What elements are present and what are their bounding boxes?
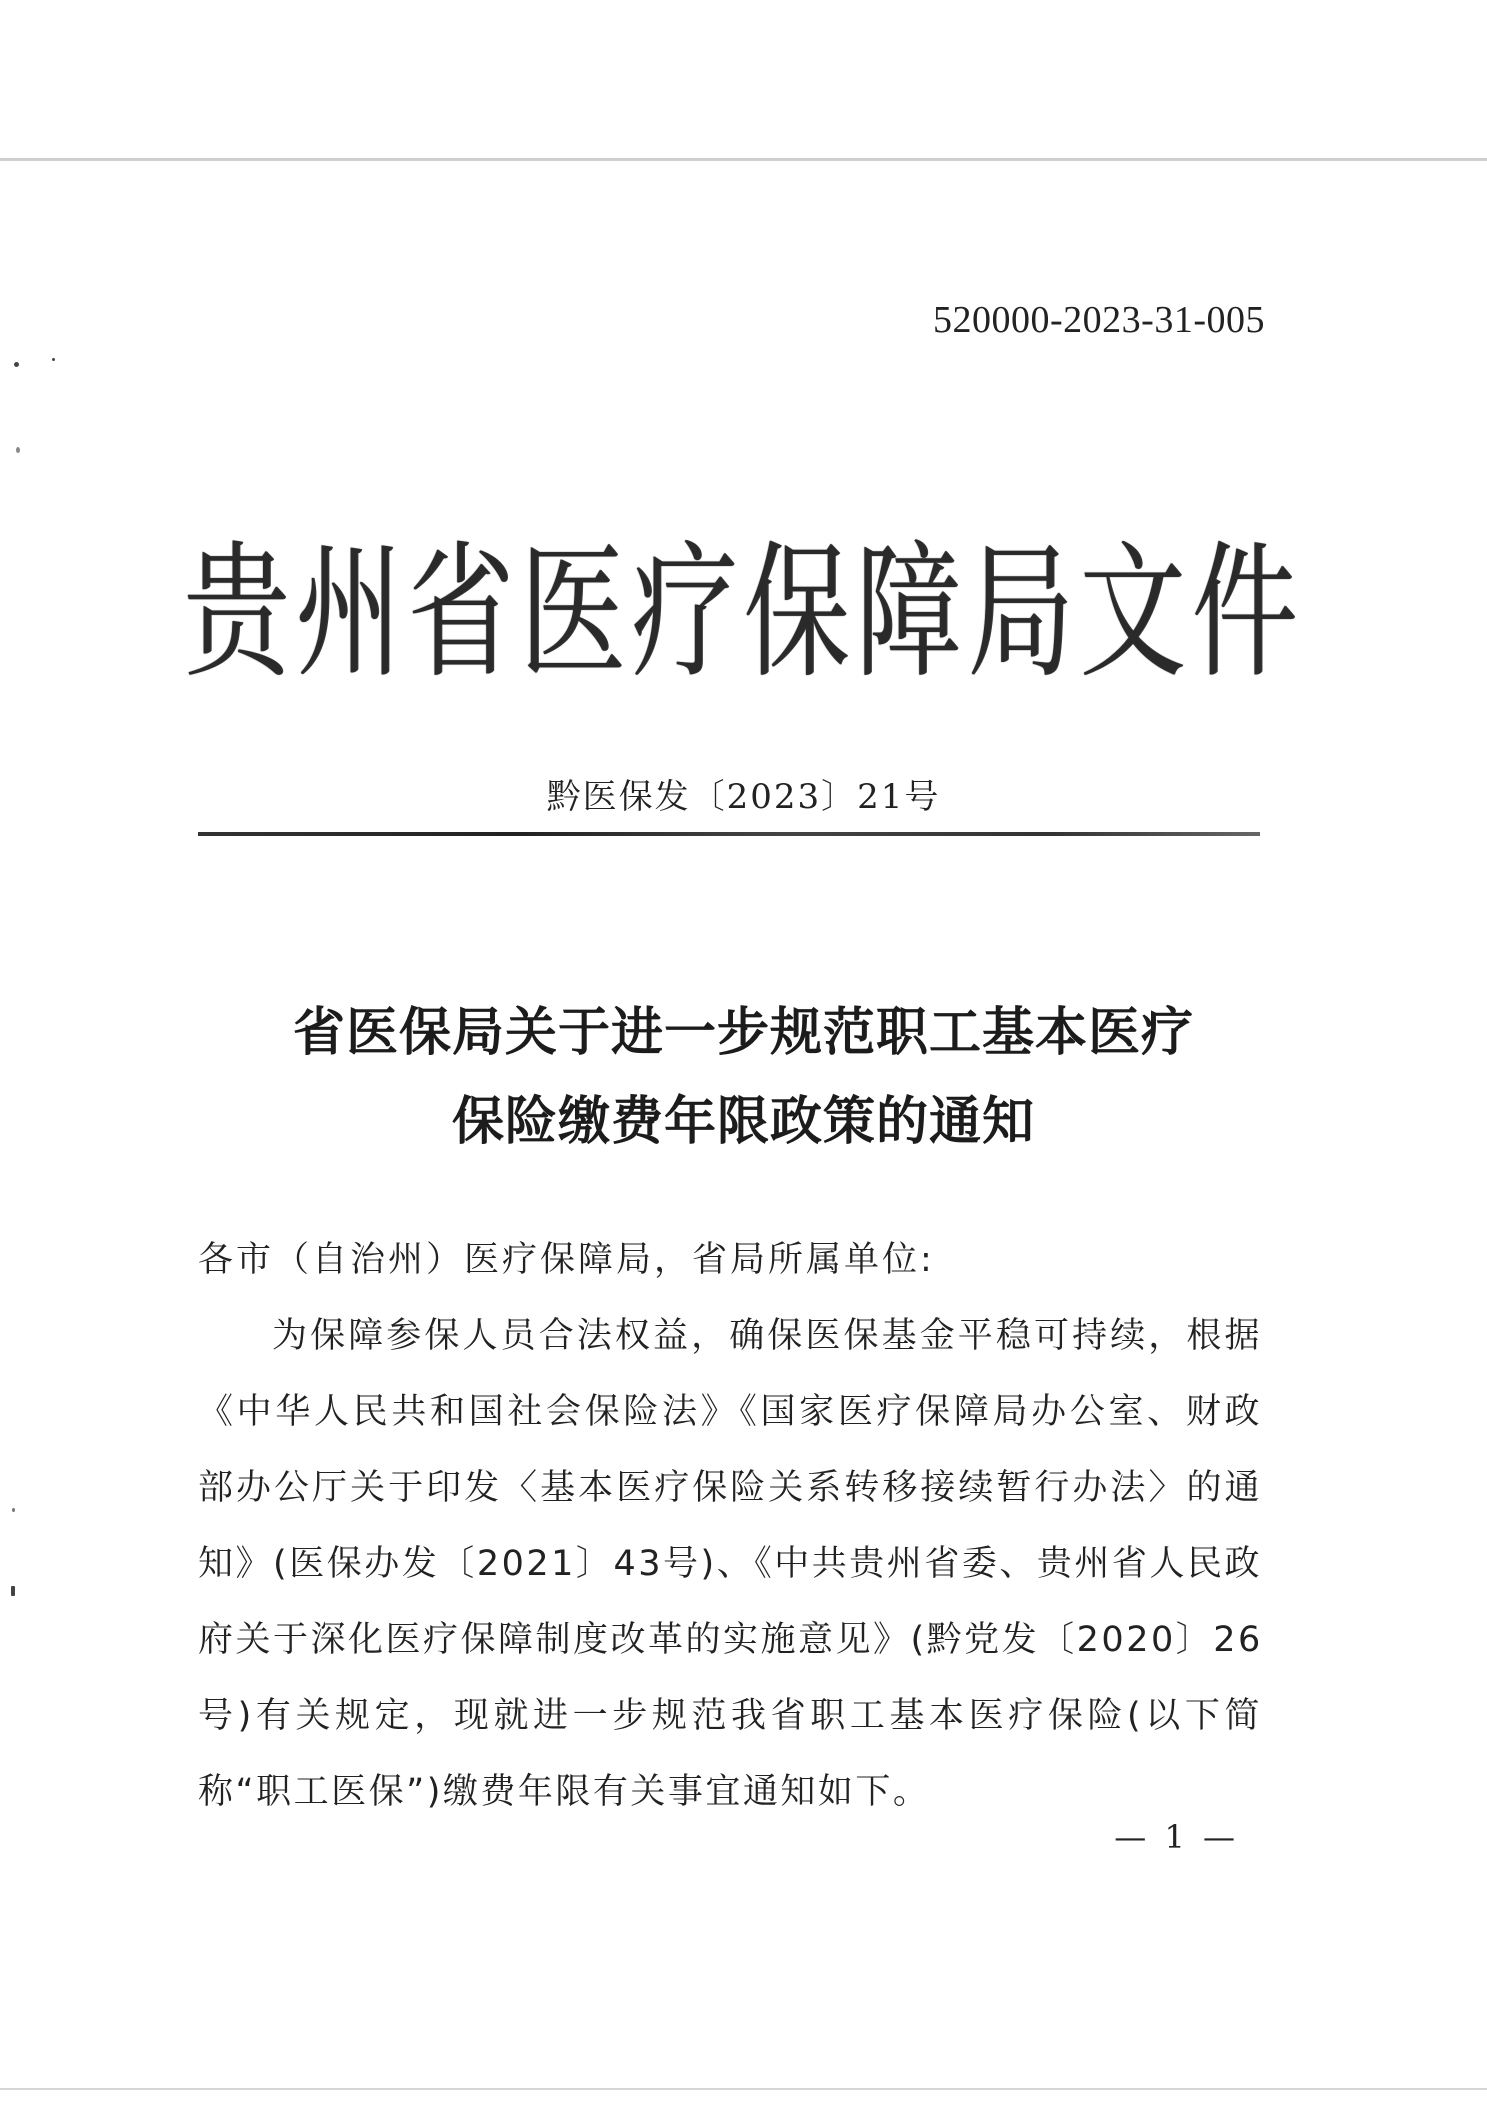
body-line: 《中华人民共和国社会保险法》《国家医疗保障局办公室、财政 [198,1392,1262,1432]
body-line: 称“职工医保”)缴费年限有关事宜通知如下。 [198,1772,931,1812]
body-line: 为保障参保人员合法权益，确保医保基金平稳可持续，根据 [272,1316,1262,1356]
document-number: 黔医保发〔2023〕21号 [546,777,941,817]
body-line: 号)有关规定，现就进一步规范我省职工基本医疗保险(以下简 [198,1696,1262,1736]
body-line: 部办公厅关于印发〈基本医疗保险关系转移接续暂行办法〉的通 [198,1468,1262,1508]
page-number: — 1 — [1114,1818,1239,1856]
body-line: 知》(医保办发〔2021〕43号)、《中共贵州省委、贵州省人民政 [198,1544,1262,1584]
scan-speck [12,1508,15,1512]
scan-edge-bottom [0,2088,1487,2090]
body-line: 府关于深化医疗保障制度改革的实施意见》(黔党发〔2020〕26 [198,1620,1263,1660]
document-code: 520000-2023-31-005 [933,299,1265,341]
masthead-title: 贵州省医疗保障局文件 [183,527,1304,698]
header-rule [198,832,1260,836]
scan-speck [16,447,20,453]
salutation: 各市（自治州）医疗保障局，省局所属单位: [198,1240,935,1280]
notice-title-line-2: 保险缴费年限政策的通知 [451,1092,1035,1152]
scan-speck [14,362,19,367]
scan-speck [52,358,55,361]
scan-edge-top [0,158,1487,161]
notice-title-line-1: 省医保局关于进一步规范职工基本医疗 [292,1003,1194,1063]
scan-speck [11,1586,15,1596]
